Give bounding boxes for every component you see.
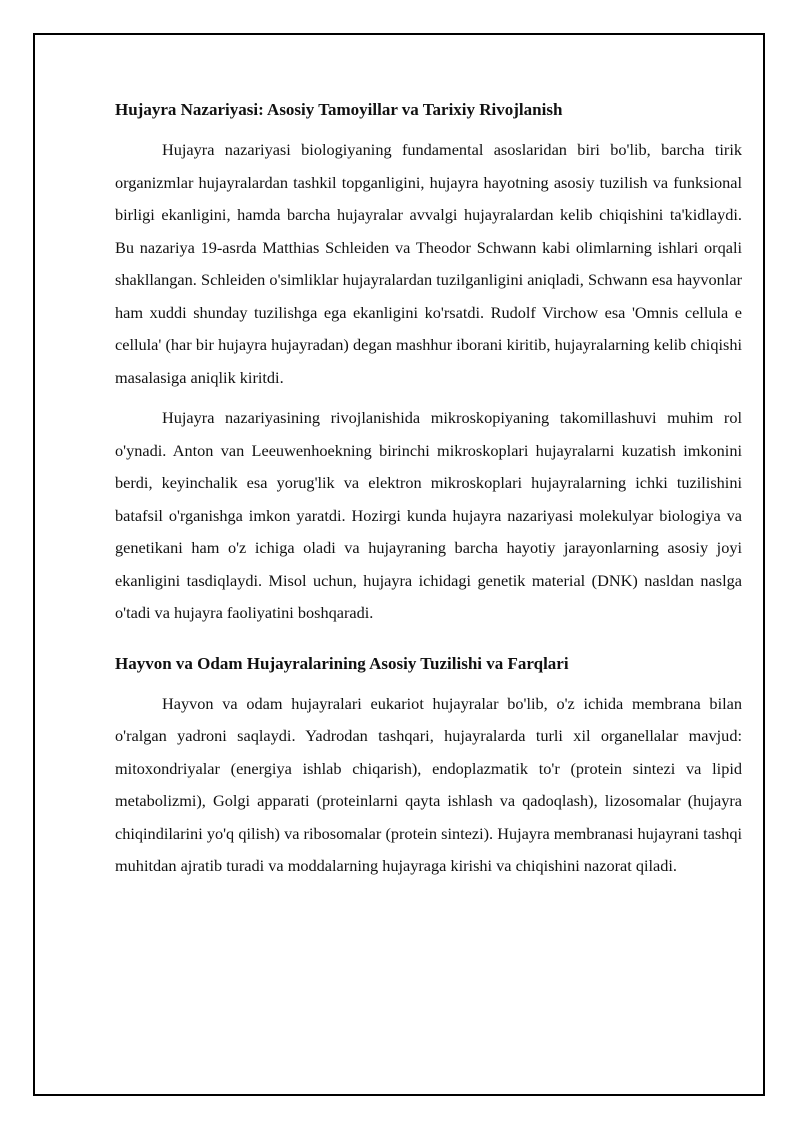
paragraph: Hujayra nazariyasi biologiyaning fundamental asoslaridan biri bo'lib, barcha tirik organizmlar hujayralardan tashkil topganligini, hujayra hayotning asosiy tuzilish va funksional birligi ekanligini, hamda barcha hujayralar avvalgi hujayralardan kelib chiqishini ta'kidlaydi. Bu nazariya 19-asrda Matthias Schleiden va Theodor Schwann kabi olimlarning ishlari orqali shakllangan. Schleiden o'simliklar hujayralardan tuzilganligini aniqladi, Schwann esa hayvonlar ham xuddi shunday tuzilishga ega ekanligini ko'rsatdi. Rudolf Virchow esa 'Omnis cellula e cellula' (har bir hujayra hujayradan) degan mashhur iborani kiritib, hujayralarning kelib chiqishi masalasiga aniqlik kiritdi. bbox=[115, 140, 742, 387]
section-cell-theory bbox=[115, 96, 742, 630]
paragraph: Hayvon va odam hujayralari eukariot hujayralar bo'lib, o'z ichida membrana bilan o'ralgan yadroni saqlaydi. Yadrodan tashqari, hujayralarda turli xil organellalar mavjud: mitoxondriyalar (energiya ishlab chiqarish), endoplazmatik to'r (protein sintezi va lipid metabolizmi), Golgi apparati (proteinlarni qayta ishlash va qadoqlash), lizosomalar (hujayra chiqindilarini yo'q qilish) va ribosomalar (protein sintezi). Hujayra membranasi hujayrani tashqi muhitdan ajratib turadi va moddalarning hujayraga kirishi va chiqishini nazorat qiladi. bbox=[115, 693, 742, 875]
document-body bbox=[115, 96, 742, 891]
section-heading: Hujayra Nazariyasi: Asosiy Tamoyillar va Tarixiy Rivojlanish bbox=[115, 100, 563, 119]
section-cell-structure bbox=[115, 650, 742, 883]
section-heading: Hayvon va Odam Hujayralarining Asosiy Tuzilishi va Farqlari bbox=[115, 653, 569, 673]
paragraph: Hujayra nazariyasining rivojlanishida mikroskopiyaning takomillashuvi muhim rol o'ynadi. Anton van Leeuwenhoekning birinchi mikroskoplari hujayralarni kuzatish imkonini berdi, keyinchalik esa yorug'lik va elektron mikroskoplari hujayralarning ichki tuzilishini batafsil o'rganishga imkon yaratdi. Hozirgi kunda hujayra nazariyasi molekulyar biologiya va genetikani ham o'z ichiga oladi va hujayraning barcha hayotiy jarayonlarning asosiy joyi ekanligini tasdiqlaydi. Misol uchun, hujayra ichidagi genetik material (DNK) nasldan naslga o'tadi va hujayra faoliyatini boshqaradi. bbox=[115, 408, 742, 622]
